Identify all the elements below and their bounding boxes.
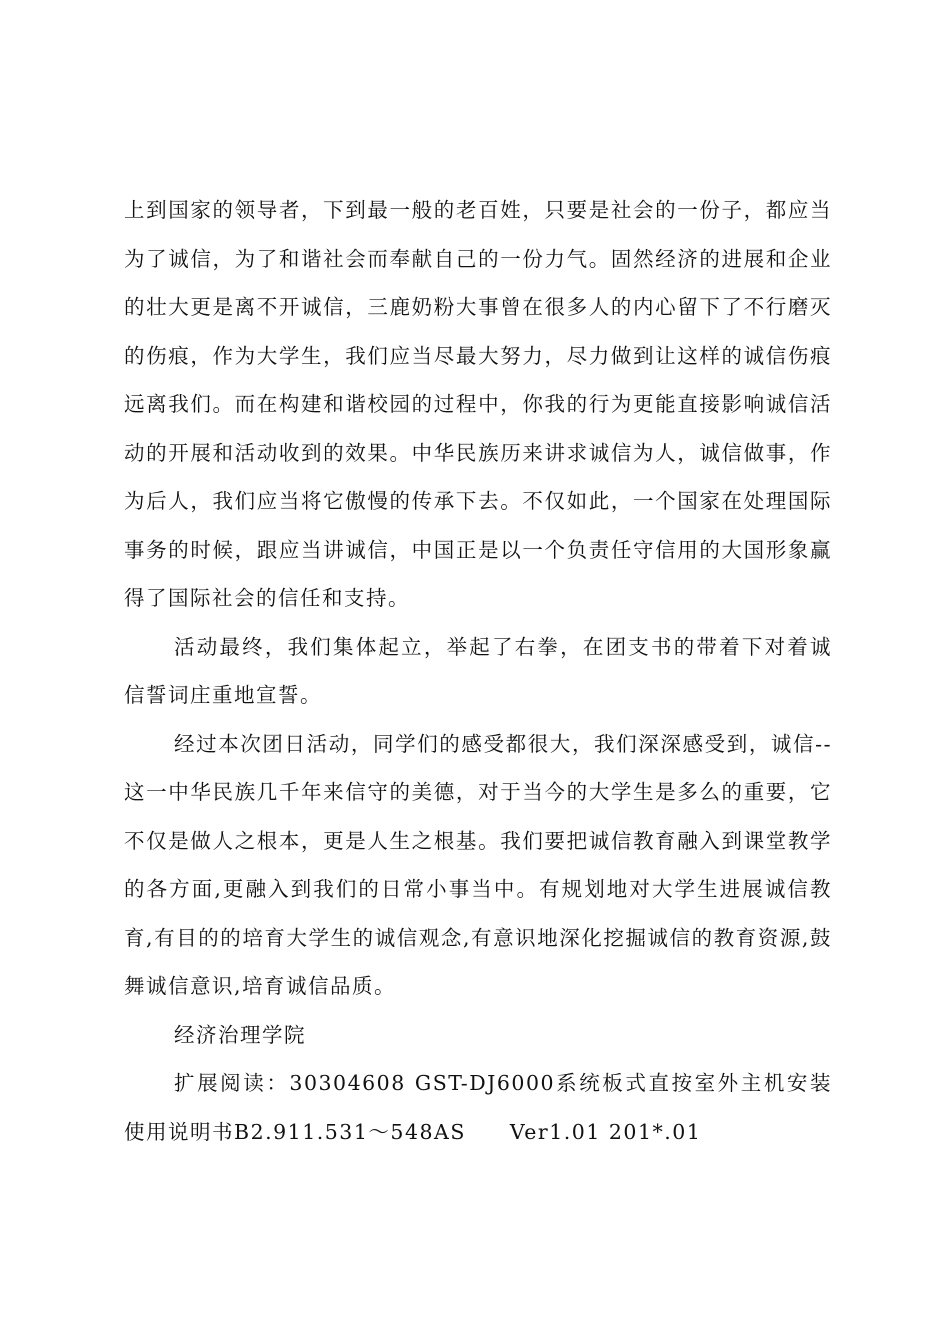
paragraph-2: 活动最终，我们集体起立，举起了右拳，在团支书的带着下对着诚信誓词庄重地宣誓。 [124, 634, 832, 707]
paragraph-3: 经过本次团日活动，同学们的感受都很大，我们深深感受到，诚信--这一中华民族几千年来信守的美德，对于当今的大学生是多么的重要，它不仅是做人之根本，更是人生之根基。我们要把诚信教育融入到课堂教学的各方面,更融入到我们的日常小事当中。有规划地对大学生进展诚信教育,有目的的培育大学生的诚信观念,有意识地深化挖掘诚信的教育资源,鼓舞诚信意识,培育诚信品质。 [124, 731, 832, 998]
paragraph-1: 上到国家的领导者，下到最一般的老百姓，只要是社会的一份子，都应当为了诚信，为了和谐社会而奉献自己的一份力气。固然经济的进展和企业的壮大更是离不开诚信，三鹿奶粉大事曾在很多人的内心留下了不行磨灭的伤痕，作为大学生，我们应当尽最大努力，尽力做到让这样的诚信伤痕远离我们。而在构建和谐校园的过程中，你我的行为更能直接影响诚信活动的开展和活动收到的效果。中华民族历来讲求诚信为人，诚信做事，作为后人，我们应当将它傲慢的传承下去。不仅如此，一个国家在处理国际事务的时候，跟应当讲诚信，中国正是以一个负责任守信用的大国形象赢得了国际社会的信任和支持。 [124, 198, 832, 610]
extended-reading: 扩展阅读：30304608 GST-DJ6000系统板式直按室外主机安装使用说明书B2.911.531～548AS Ver1.01 201*.01 [124, 1071, 832, 1144]
signature-line: 经济治理学院 [174, 1022, 306, 1047]
document-body [124, 186, 832, 1156]
